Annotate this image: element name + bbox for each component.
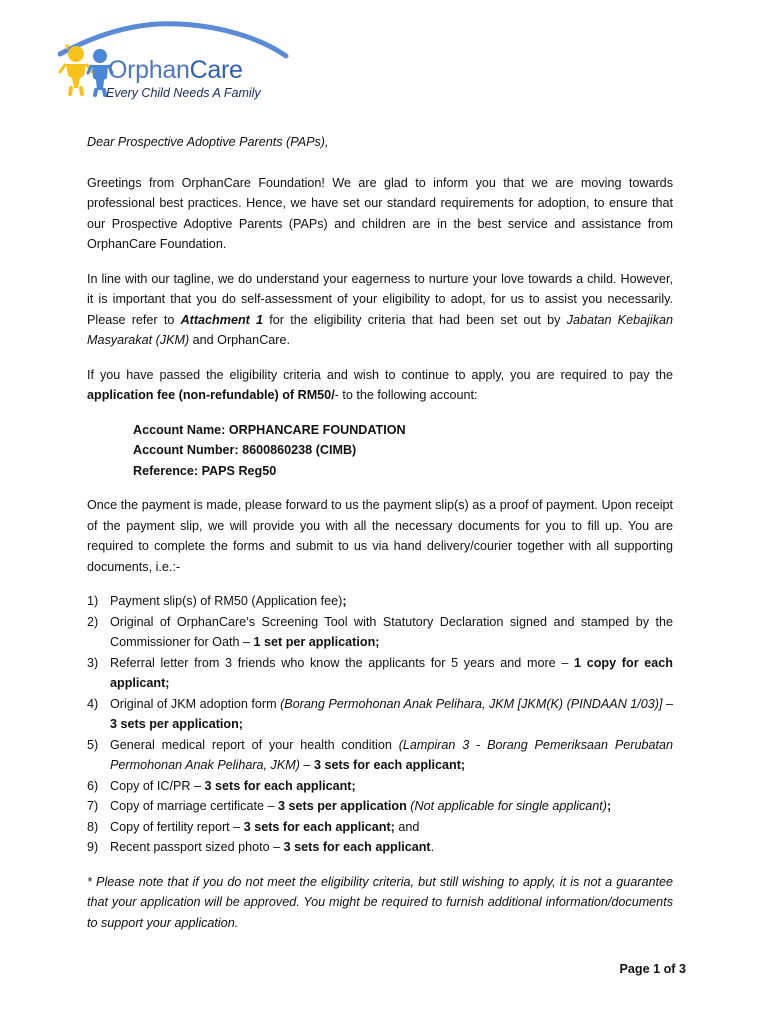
list-item: 7) Copy of marriage certificate – 3 sets per application (Not applicable for single applicant);: [87, 799, 612, 813]
list-item: 4) Original of JKM adoption form (Borang Permohonan Anak Pelihara, JKM [JKM(K) (PINDAAN 1/03)] – 3 sets per application;: [87, 696, 674, 731]
account-reference: Reference: PAPS Reg50: [133, 463, 277, 478]
list-item: 1) Payment slip(s) of RM50 (Application fee);: [87, 594, 347, 608]
list-item: 9) Recent passport sized photo – 3 sets for each applicant.: [87, 840, 435, 854]
paragraph-documents: Once the payment is made, please forward to us the payment slip(s) as a proof of payment. Upon receipt of the payment slip, we will provide you with all the necessary documents for you to fill up. You are required to complete the forms and submit to us via hand delivery/courier together with all supporting documents, i.e.:-: [87, 498, 673, 574]
jkm-name: Jabatan Kebajikan Masyarakat (JKM): [87, 312, 673, 347]
page-number: Page 1 of 3: [619, 962, 686, 976]
paragraph-fee: If you have passed the eligibility criteria and wish to continue to apply, you are required to pay the application fee (non-refundable) of RM50/- to the following account:: [87, 367, 673, 402]
list-item: 2) Original of OrphanCare’s Screening Tool with Statutory Declaration signed and stamped by the Commissioner for Oath – 1 set per application;: [87, 614, 673, 649]
letter-body: [87, 128, 673, 933]
requirements-list: [87, 591, 673, 858]
paragraph-eligibility: In line with our tagline, we do understand your eagerness to nurture your love towards a child. However, it is important that you do self-assessment of your eligibility to adopt, for us to assist you necessarily. Please refer to Attachment 1 for the eligibility criteria that had been set out by Jabatan Kebajikan Masyarakat (JKM) and OrphanCare.: [87, 271, 673, 347]
account-number: Account Number: 8600860238 (CIMB): [133, 443, 357, 457]
application-fee: application fee (non-refundable) of RM50/: [87, 388, 335, 402]
logo-word-care: Care: [189, 56, 243, 84]
paragraph-greeting: Greetings from OrphanCare Foundation! We are glad to inform you that we are moving towards professional best practices. Hence, we have set our standard requirements for adoption, to ensure that our Prospective Adoptive Parents (PAPs) and children are in the best service and assistance from OrphanCare Foundation.: [87, 175, 673, 251]
logo-roof: [60, 24, 286, 56]
orphancare-logo: [58, 16, 298, 106]
eligibility-note: * Please note that if you do not meet the eligibility criteria, but still wishing to apply, it is not a guarantee that your application will be approved. You might be required to furnish additional information/documents to support your application.: [87, 874, 673, 930]
logo-wordmark: [108, 56, 243, 85]
logo-tagline: Every Child Needs A Family: [106, 86, 261, 100]
list-item: 8) Copy of fertility report – 3 sets for each applicant; and: [87, 819, 420, 834]
attachment-reference: Attachment 1: [180, 312, 264, 327]
account-details: [87, 420, 673, 482]
list-item: 6) Copy of IC/PR – 3 sets for each applicant;: [87, 778, 356, 793]
list-item: 5) General medical report of your health condition (Lampiran 3 - Borang Pemeriksaan Perubatan Permohonan Anak Pelihara, JKM) – 3 sets for each applicant;: [87, 737, 673, 772]
account-name: Account Name: ORPHANCARE FOUNDATION: [133, 422, 406, 437]
logo-word-orphan: Orphan: [108, 56, 190, 84]
list-item: 3) Referral letter from 3 friends who know the applicants for 5 years and more – 1 copy for each applicant;: [87, 655, 673, 690]
salutation: Dear Prospective Adoptive Parents (PAPs),: [87, 135, 329, 149]
